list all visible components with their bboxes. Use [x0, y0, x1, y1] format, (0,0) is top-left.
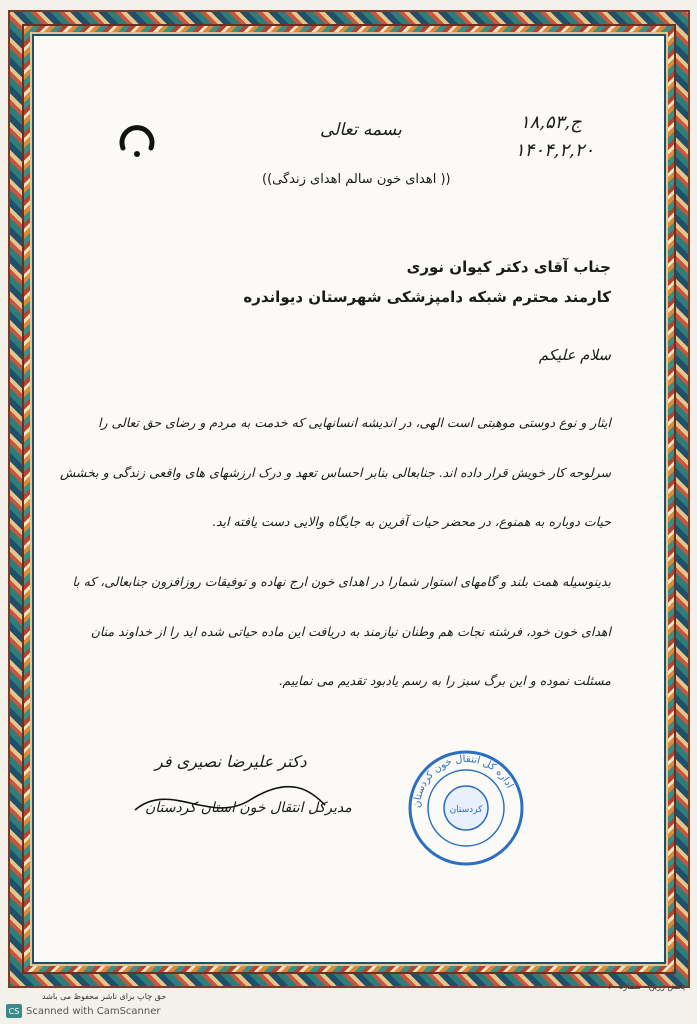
organization-logo-icon	[116, 118, 158, 160]
stamp-ring-text: اداره کل انتقال خون کردستان	[411, 753, 515, 809]
stamp-center-text: کردستان	[449, 805, 483, 815]
paragraph-1-line-1: ایثار و نوع دوستی موهبتی است الهی، در اندیشه انسانهایی که خدمت به مردم و رضای حق تعالی را	[98, 415, 611, 430]
greeting: سلام علیکم	[538, 346, 611, 364]
recipient-position: کارمند محترم شبکه دامپزشکی شهرستان دیواندره	[243, 288, 611, 306]
camscanner-icon: CS	[6, 1004, 22, 1018]
publisher-note: پخش زرین - شماره ۶۰	[607, 982, 685, 991]
paragraph-1-line-3: حیات دوباره به همنوع، در محضر حیات آفرین به جایگاه والایی دست یافته اید.	[212, 514, 611, 529]
motto-line: (( اهدای خون سالم اهدای زندگی))	[262, 172, 451, 187]
signer-title: مدیرکل انتقال خون استان کردستان	[145, 800, 352, 816]
paragraph-2-line-3: مسئلت نموده و این برگ سبز را به رسم یادبود تقدیم می نماییم.	[278, 673, 611, 688]
reference-number: ج,۱۸,۵۳	[520, 112, 582, 133]
reference-date: ۱۴۰۴,۲,۲۰	[515, 140, 595, 161]
recipient-name: جناب آقای دکتر کیوان نوری	[406, 258, 611, 276]
scanner-watermark	[6, 1004, 161, 1018]
scanner-label: Scanned with CamScanner	[26, 1005, 161, 1017]
decorative-border-middle	[22, 24, 676, 974]
paragraph-2-line-1: بدینوسیله همت بلند و گامهای استوار شمارا در اهدای خون ارج نهاده و توفیقات روزافزون جنابعالی، که با	[72, 574, 611, 589]
basmala-heading: بسمه تعالی	[320, 120, 402, 140]
official-stamp-icon	[406, 748, 526, 868]
copyright-note: حق چاپ برای ناشر محفوظ می باشد	[42, 992, 167, 1001]
paragraph-2-line-2: اهدای خون خود، فرشته نجات هم وطنان نیازمند به دریافت این ماده حیاتی شده اید را از خداوند منان	[90, 624, 611, 639]
signer-name: دکتر علیرضا نصیری فر	[155, 752, 307, 771]
paragraph-1-line-2: سرلوحه کار خویش قرار داده اند. جنابعالی بنابر احساس تعهد و درک ارزشهای های واقعی زندگی و بخشش	[59, 465, 611, 480]
